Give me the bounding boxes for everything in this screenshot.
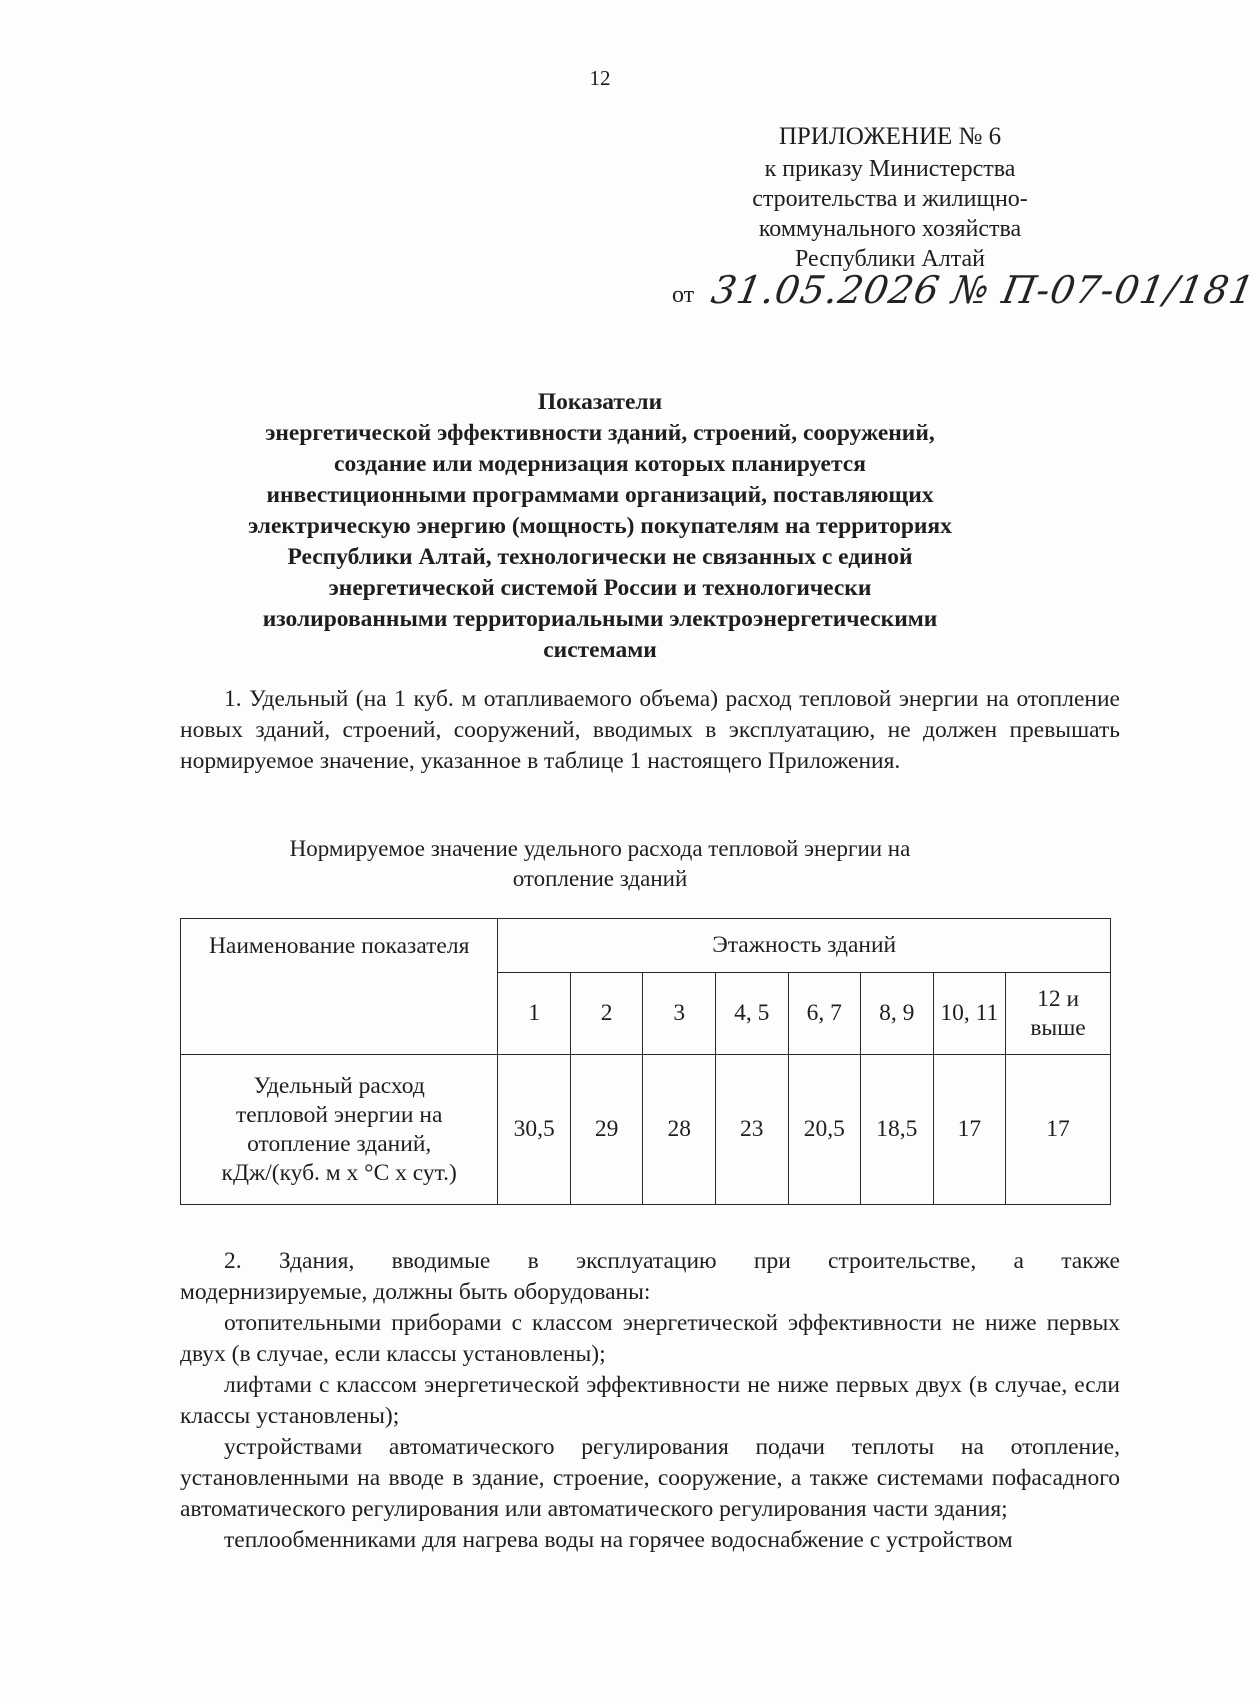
row-label-line: Удельный расход xyxy=(253,1072,425,1099)
value-cell: 30,5 xyxy=(498,1055,571,1205)
value-cell: 28 xyxy=(643,1055,716,1205)
list-item: устройствами автоматического регулирования подачи теплоты на отопление, установленными на вводе в здание, строение, сооружение, а также системами пофасадного автоматического регулирования или автоматического регулирования части здания; xyxy=(180,1434,1120,1522)
value-cell: 29 xyxy=(570,1055,643,1205)
title-line: энергетической системой России и технологически xyxy=(328,575,872,601)
list-item: теплообменниками для нагрева воды на горячее водоснабжение с устройством xyxy=(224,1527,1013,1553)
table-caption xyxy=(150,834,1050,894)
floor-cell: 2 xyxy=(570,973,643,1055)
row-label-line: кДж/(куб. м х °С х сут.) xyxy=(221,1159,457,1186)
title-line: Республики Алтай, технологически не связанных с единой xyxy=(287,544,913,570)
appendix-block xyxy=(700,122,1080,274)
title-line: Показатели xyxy=(537,389,663,415)
paragraph-1 xyxy=(180,684,1120,777)
norm-table xyxy=(180,918,1111,1205)
value-cell: 18,5 xyxy=(861,1055,934,1205)
document-title xyxy=(150,387,1050,666)
row-label-line: отопление зданий, xyxy=(247,1130,432,1157)
appendix-line-2: строительства и жилищно- xyxy=(752,186,1028,212)
floor-cell: 12 и выше xyxy=(1006,973,1111,1055)
row-label-cell xyxy=(181,1055,498,1205)
appendix-heading: ПРИЛОЖЕНИЕ № 6 xyxy=(778,123,1002,150)
table-caption-line: отопление зданий xyxy=(512,866,688,891)
appendix-line-1: к приказу Министерства xyxy=(764,156,1016,182)
title-line: инвестиционными программами организаций, поставляющих xyxy=(266,482,934,508)
paragraph-2-intro: 2. Здания, вводимые в эксплуатацию при строительстве, а также xyxy=(224,1248,1120,1274)
value-cell: 23 xyxy=(715,1055,788,1205)
floor-cell: 10, 11 xyxy=(933,973,1006,1055)
page-number: 12 xyxy=(589,66,611,90)
handwritten-date-number: 31.05.2026 № П-07-01/181 xyxy=(708,268,1258,312)
from-label: от xyxy=(672,282,695,308)
header-name-cell: Наименование показателя xyxy=(181,919,498,1055)
floor-cell: 4, 5 xyxy=(715,973,788,1055)
title-line: создание или модернизация которых планируется xyxy=(334,451,866,477)
title-line: энергетической эффективности зданий, строений, сооружений, xyxy=(265,420,935,446)
order-date-line xyxy=(672,268,1258,318)
row-label-line: тепловой энергии на xyxy=(235,1101,443,1128)
title-line: электрическую энергию (мощность) покупателям на территориях xyxy=(248,513,952,539)
list-item: отопительными приборами с классом энергетической эффективности не ниже первых двух (в случае, если классы установлены); xyxy=(180,1310,1120,1367)
paragraph-2 xyxy=(180,1246,1120,1556)
paragraph-2-intro: модернизируемые, должны быть оборудованы: xyxy=(180,1279,651,1305)
header-floors-cell: Этажность зданий xyxy=(498,919,1111,973)
floor-cell: 1 xyxy=(498,973,571,1055)
floor-cell: 6, 7 xyxy=(788,973,861,1055)
table-caption-line: Нормируемое значение удельного расхода тепловой энергии на xyxy=(289,836,911,861)
title-line: изолированными территориальными электроэнергетическими xyxy=(262,606,938,632)
appendix-line-4: Республики Алтай xyxy=(795,246,985,272)
appendix-line-3: коммунального хозяйства xyxy=(758,216,1022,242)
paragraph-1-text: 1. Удельный (на 1 куб. м отапливаемого объема) расход тепловой энергии на отопление новых зданий, строений, сооружений, вводимых в эксплуатацию, не должен превышать нормируемое значение, указанное в таблице 1 настоящего Приложения. xyxy=(180,686,1120,774)
value-cell: 17 xyxy=(933,1055,1006,1205)
floor-cell: 3 xyxy=(643,973,716,1055)
floor-cell: 8, 9 xyxy=(861,973,934,1055)
value-cell: 20,5 xyxy=(788,1055,861,1205)
list-item: лифтами с классом энергетической эффективности не ниже первых двух (в случае, если классы установлены); xyxy=(180,1372,1120,1429)
title-line: системами xyxy=(543,637,657,663)
value-cell: 17 xyxy=(1006,1055,1111,1205)
